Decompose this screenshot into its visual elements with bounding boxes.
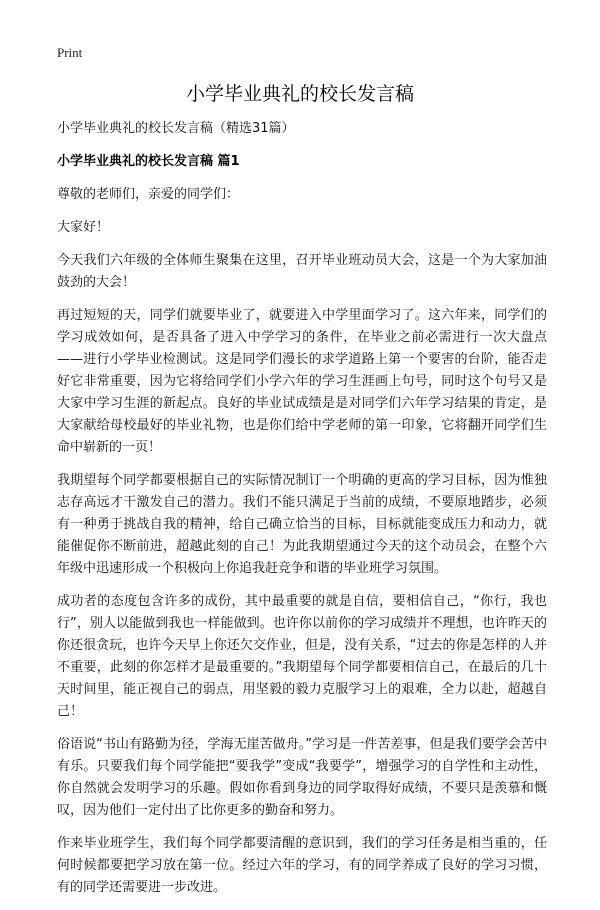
document-title: 小学毕业典礼的校长发言稿 <box>185 83 414 105</box>
document-subtitle: 小学毕业典礼的校长发言稿（精选31篇） <box>57 121 295 136</box>
section-heading: 小学毕业典礼的校长发言稿 篇1 <box>57 154 240 169</box>
body-paragraph: 我期望每个同学都要根据自己的实际情况制订一个明确的更高的学习目标，因为惟独志存高远才干激发自己的潜力。我们不能只满足于当前的成绩，不要原地踏步，必须有一种勇于挑战自我的精神，给自己确立恰当的目标，目标就能变成压力和动力，就能催促你不断前进，超越此刻的自己！为此我期望通过今天的这个动员会，在整个六年级中迅速形成一个积极向上你追我赶竞争和谐的毕业班学习氛围。 <box>57 473 547 576</box>
body-paragraph: 今天我们六年级的全体师生聚集在这里，召开毕业班动员大会，这是一个为大家加油鼓劲的大会！ <box>57 253 547 290</box>
body-paragraph: 再过短短的天，同学们就要毕业了，就要进入中学里面学习了。这六年来，同学们的学习成效如何，是否具备了进入中学学习的条件，在毕业之前必需进行一次大盘点——进行小学毕业检测试。这是同学们漫长的求学道路上第一个要害的台阶，能否走好它非常重要，因为它将给同学们小学六年的学习生涯画上句号，同时这个句号又是大家中学习生涯的新起点。良好的毕业试成绩是是对同学们六年学习结果的肯定，是大家献给母校最好的毕业礼物，也是你们给中学老师的第一印象，它将翻开同学们生命中崭新的一页！ <box>57 308 547 455</box>
document-body <box>57 118 547 910</box>
body-paragraph: 俗语说“书山有路勤为径，学海无崖苦做舟。”学习是一件苦差事，但是我们要学会苦中有乐。只要我们每个同学能把“要我学”变成“我要学”，增强学习的自学性和主动性，你自然就会发明学习的乐趣。假如你看到身边的同学取得好成绩，不要只是羡慕和慨叹，因为他们一定付出了比你更多的勤奋和努力。 <box>57 737 547 818</box>
body-paragraph: 成功者的态度包含许多的成份，其中最重要的就是自信，要相信自己，“你行，我也行”，别人以能做到我也一样能做到。也许你以前你的学习成绩并不理想，也许昨天的你还很贪玩，也许今天早上你还欠交作业，但是，没有关系，“过去的你是怎样的人并不重要，此刻的你怎样才是最重要的。”我期望每个同学都要相信自己，在最后的几十天时间里，能正视自己的弱点，用坚毅的毅力克服学习上的艰难，全力以赴，超越自己！ <box>57 594 547 719</box>
greeting-paragraph: 大家好！ <box>57 220 110 235</box>
salutation-paragraph: 尊敬的老师们，亲爱的同学们： <box>57 187 240 202</box>
print-link[interactable]: Print <box>57 45 83 60</box>
body-paragraph: 作来毕业班学生，我们每个同学都要清醒的意识到，我们的学习任务是相当重的，任何时候都要把学习放在第一位。经过六年的学习，有的同学养成了良好的学习习惯，有的同学还需要进一步改进。 <box>57 836 547 895</box>
